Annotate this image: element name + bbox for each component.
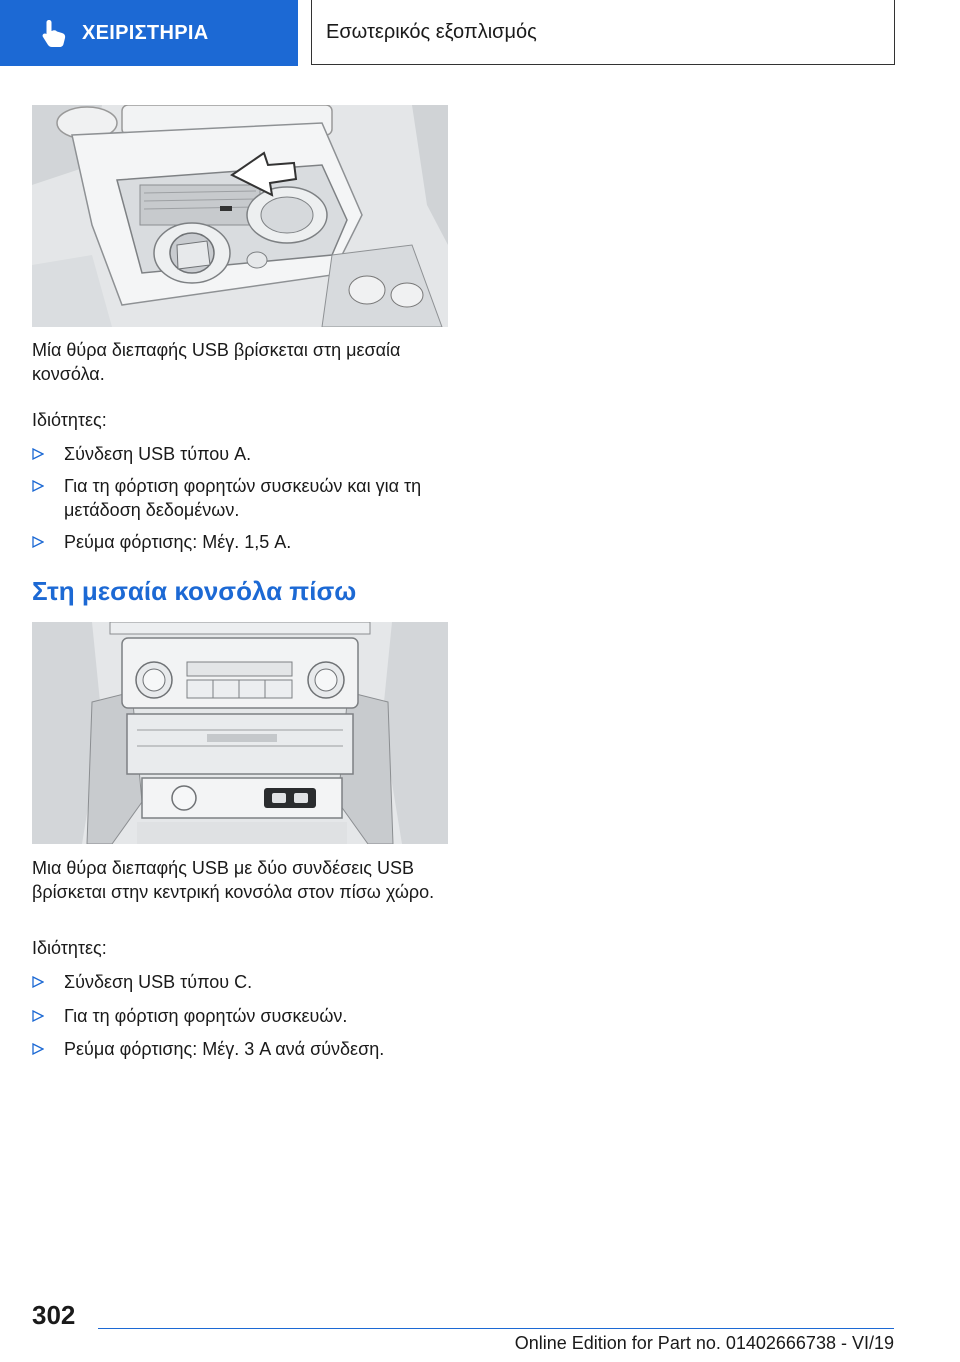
list-item-text: Ρεύμα φόρτισης: Μέγ. 3 A ανά σύνδεση. <box>64 1039 385 1059</box>
rear-properties-label: Ιδιότητες: <box>32 938 107 958</box>
list-item <box>32 1037 452 1061</box>
list-item-text: Σύνδεση USB τύπου A. <box>64 444 252 464</box>
page-number: 302 <box>32 1300 76 1330</box>
list-item-text: Ρεύμα φόρτισης: Μέγ. 1,5 A. <box>64 532 292 552</box>
front-usb-description: Μία θύρα διεπαφής USB βρίσκεται στη μεσαία κονσόλα. <box>32 340 401 384</box>
front-console-illustration <box>32 105 448 327</box>
rear-console-illustration <box>32 622 448 844</box>
chapter-tab-label: ΧΕΙΡΙΣΤΗΡΙΑ <box>82 21 209 44</box>
triangle-bullet-icon <box>32 1010 44 1022</box>
triangle-bullet-icon <box>32 448 44 460</box>
section-heading: Στη μεσαία κονσόλα πίσω <box>32 576 357 606</box>
footer-divider <box>98 1328 894 1329</box>
list-item-text: Για τη φόρτιση φορητών συσκευών και για τη μετάδοση δεδομένων. <box>64 476 422 520</box>
edition-footer: Online Edition for Part no. 01402666738 - VI/19 <box>514 1333 894 1353</box>
triangle-bullet-icon <box>32 976 44 988</box>
rear-console-usb-figure <box>32 622 448 844</box>
chapter-tab[interactable] <box>0 0 298 66</box>
list-item <box>32 1004 452 1028</box>
pointing-hand-icon <box>40 18 68 48</box>
front-console-usb-figure <box>32 105 448 327</box>
list-item-text: Για τη φόρτιση φορητών συσκευών. <box>64 1006 348 1026</box>
list-item <box>32 442 452 466</box>
list-item <box>32 970 452 994</box>
list-item <box>32 530 452 554</box>
list-item <box>32 474 452 522</box>
section-header <box>311 0 895 65</box>
rear-usb-description: Μια θύρα διεπαφής USB με δύο συνδέσεις USB βρίσκεται στην κεντρική κονσόλα στον πίσω χώρο. <box>32 858 435 902</box>
section-title: Εσωτερικός εξοπλισμός <box>326 20 537 43</box>
triangle-bullet-icon <box>32 1043 44 1055</box>
front-properties-label: Ιδιότητες: <box>32 410 107 430</box>
triangle-bullet-icon <box>32 536 44 548</box>
list-item-text: Σύνδεση USB τύπου C. <box>64 972 253 992</box>
triangle-bullet-icon <box>32 480 44 492</box>
